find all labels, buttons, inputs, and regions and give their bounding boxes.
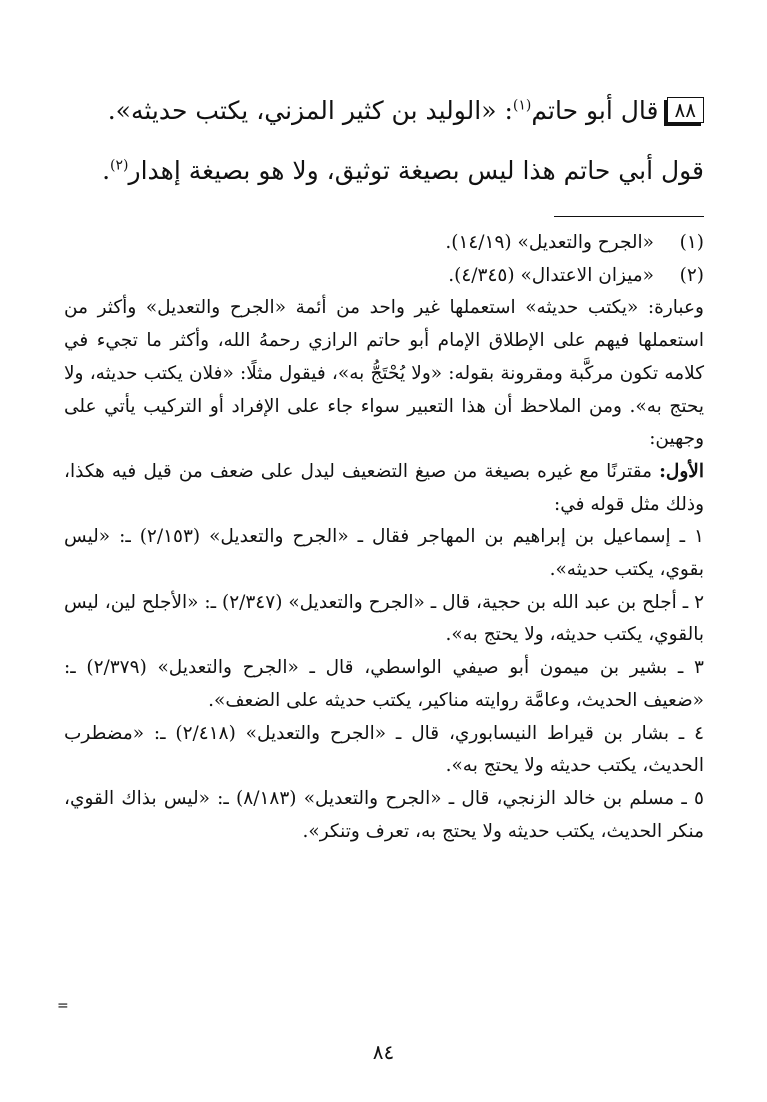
note-list-item: ٣ ـ بشير بن ميمون أبو صيفي الواسطي، قال ـ «الجرح والتعديل» (٢/٣٧٩) ـ: «ضعيف الحديث، وعامَّة روايته مناكير، يكتب حديثه على الضعف».: [64, 657, 704, 711]
footnote-ref: (١): [512, 97, 532, 114]
note-paragraph: [64, 456, 704, 521]
footnote-text: «ميزان الاعتدال» (٤/٣٤٥).: [448, 264, 654, 286]
main-text: [64, 88, 704, 194]
footnote-item: [64, 227, 704, 260]
note-text: مقترنًا مع غيره بصيغة من صيغ التضعيف ليدل على ضعف من قيل فيه هكذا، وذلك مثل قوله في:: [64, 460, 704, 515]
entry-paragraph: [64, 88, 704, 134]
page-content: [64, 88, 704, 848]
note-paragraph: وعبارة: «يكتب حديثه» استعملها غير واحد من أئمة «الجرح والتعديل» وأكثر من استعملها فيهم على الإطلاق الإمام أبو حاتم الرازي رحمهُ الله، وأكثر ما تجيء في كلامه تكون مركَّبة ومقرونة بقوله: «ولا يُحْتَجُّ به»، فيقول مثلًا: «فلان يكتب حديثه، ولا يحتج به». ومن الملاحظ أن هذا التعبير سواء جاء على الإفراد أو التركيب يأتي على وجهين:: [64, 297, 704, 450]
note-list-item: ٥ ـ مسلم بن خالد الزنجي، قال ـ «الجرح والتعديل» (٨/١٨٣) ـ: «ليس بذاك القوي، منكر الحديث، يكتب حديثه ولا يحتج به، تعرف وتنكر».: [64, 787, 704, 842]
note-label: الأول:: [659, 460, 704, 482]
entry-number-box: ٨٨: [667, 97, 704, 123]
comment-paragraph: [64, 148, 704, 194]
page-number: ٨٤: [372, 1040, 395, 1064]
note-list-item: ٢ ـ أجلح بن عبد الله بن حجية، قال ـ «الجرح والتعديل» (٢/٣٤٧) ـ: «الأجلح لين، ليس بالقوي، يكتب حديثه، ولا يحتج به».: [64, 591, 705, 646]
note-list-item: ١ ـ إسماعيل بن إبراهيم بن المهاجر فقال ـ «الجرح والتعديل» (٢/١٥٣) ـ: «ليس بقوي، يكتب حديثه».: [64, 526, 704, 581]
footnotes: [64, 227, 704, 848]
note-list-item: ٤ ـ بشار بن قيراط النيسابوري، قال ـ «الجرح والتعديل» (٢/٤١٨) ـ: «مضطرب الحديث، يكتب حديثه ولا يحتج به».: [64, 722, 705, 777]
entry-quote: : «الوليد بن كثير المزني، يكتب حديثه».: [107, 96, 513, 125]
footnote-text: «الجرح والتعديل» (١٤/١٩).: [445, 232, 654, 253]
comment-text: قول أبي حاتم هذا ليس بصيغة توثيق، ولا هو بصيغة إهدار: [128, 156, 704, 185]
footnote-number: (٢): [679, 264, 704, 286]
comment-end: .: [102, 156, 111, 185]
continuation-mark: =: [57, 998, 69, 1014]
footnote-item: [64, 260, 704, 293]
footnote-separator: [554, 216, 704, 217]
footnote-ref: (٢): [110, 157, 129, 174]
entry-head: قال أبو حاتم: [531, 96, 659, 125]
footnote-number: (١): [679, 232, 704, 253]
